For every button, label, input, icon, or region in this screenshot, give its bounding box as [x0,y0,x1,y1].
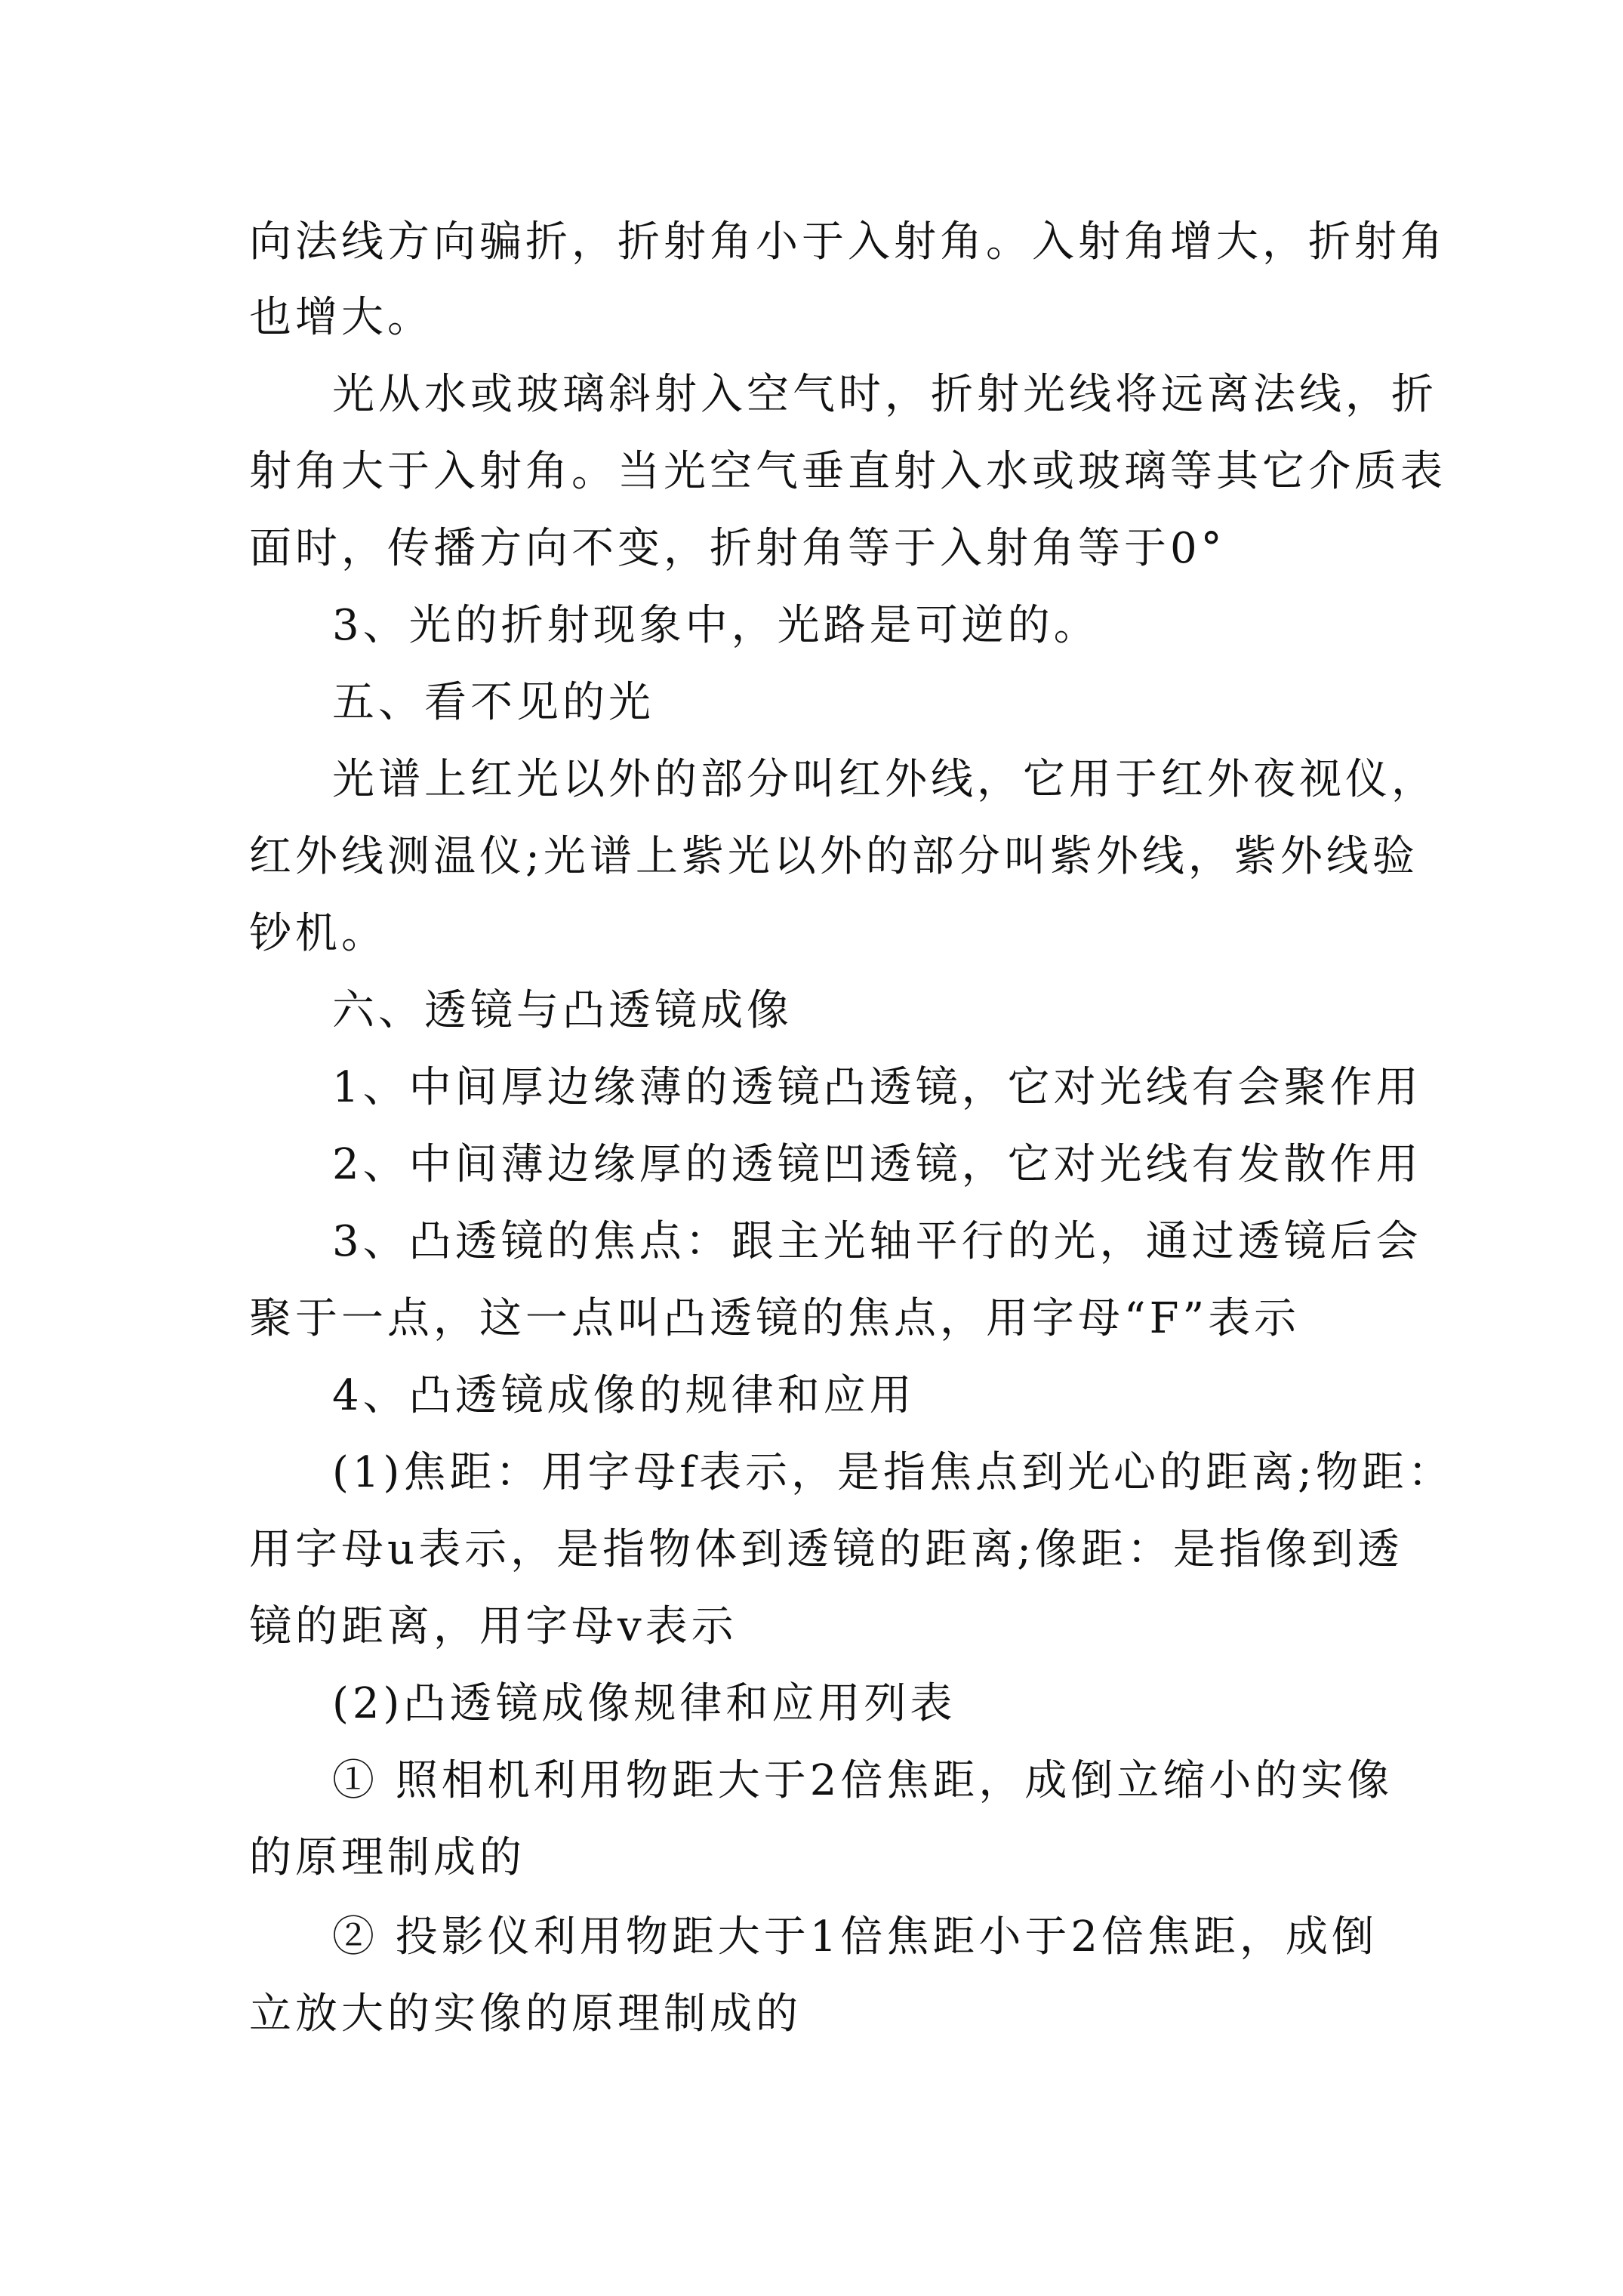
paragraph-line: 射角大于入射角。当光空气垂直射入水或玻璃等其它介质表 [249,447,1446,496]
paragraph-line: 用字母u表示，是指物体到透镜的距离;像距：是指像到透 [249,1525,1403,1574]
paragraph-line: 光从水或玻璃斜射入空气时，折射光线将远离法线，折 [332,370,1437,419]
paragraph-line: 的原理制成的 [249,1833,525,1882]
paragraph-line: ② 投影仪利用物距大于1倍焦距小于2倍焦距，成倒 [332,1912,1378,1962]
paragraph-line: 3、凸透镜的焦点：跟主光轴平行的光，通过透镜后会 [332,1217,1422,1266]
paragraph-line: 面时，传播方向不变，折射角等于入射角等于0° [249,524,1226,573]
paragraph-line: (2)凸透镜成像规律和应用列表 [332,1679,956,1728]
paragraph-line: 聚于一点，这一点叫凸透镜的焦点，用字母“F”表示 [249,1294,1301,1343]
paragraph-line: 也增大。 [249,293,433,342]
paragraph-line: 立放大的实像的原理制成的 [249,1989,802,2039]
paragraph-line: 4、凸透镜成像的规律和应用 [332,1371,916,1420]
paragraph-line: 3、光的折射现象中，光路是可逆的。 [332,601,1100,650]
paragraph-line: (1)焦距：用字母f表示，是指焦点到光心的距离;物距： [332,1448,1454,1497]
paragraph-line: 红外线测温仪;光谱上紫光以外的部分叫紫外线，紫外线验 [249,832,1418,881]
paragraph-line: ① 照相机利用物距大于2倍焦距，成倒立缩小的实像 [332,1756,1394,1805]
paragraph-line: 2、中间薄边缘厚的透镜凹透镜，它对光线有发散作用 [332,1140,1422,1189]
section-heading: 六、透镜与凸透镜成像 [332,986,793,1035]
paragraph-line: 镜的距离，用字母v表示 [249,1602,738,1651]
paragraph-line: 向法线方向骗折，折射角小于入射角。入射角增大，折射角 [249,217,1446,267]
section-heading: 五、看不见的光 [332,678,654,727]
paragraph-line: 1、中间厚边缘薄的透镜凸透镜，它对光线有会聚作用 [332,1063,1422,1112]
paragraph-line: 钞机。 [249,909,387,958]
paragraph-line: 光谱上红光以外的部分叫红外线，它用于红外夜视仪， [332,755,1437,804]
